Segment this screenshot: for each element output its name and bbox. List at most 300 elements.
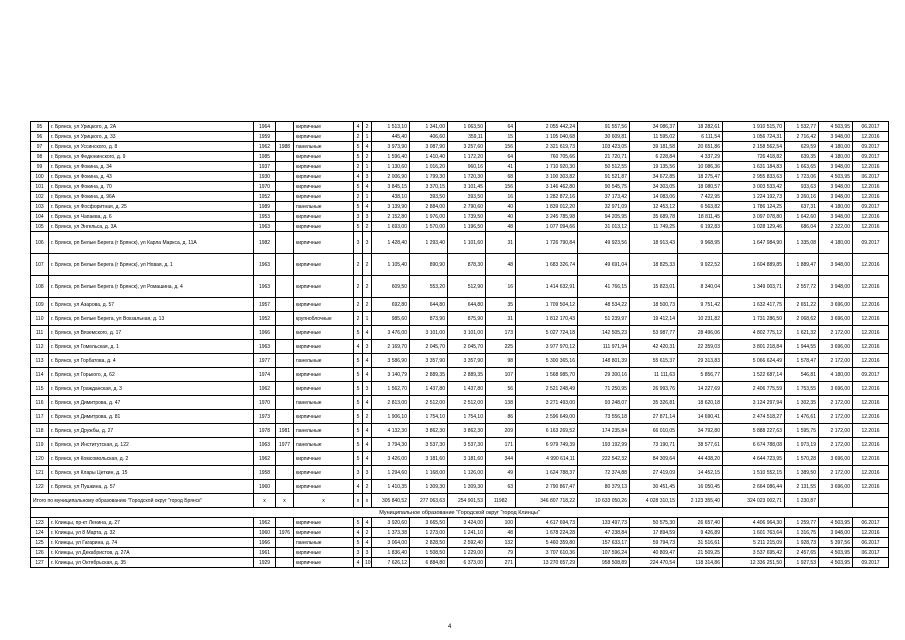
cell-max_cost: 09.2017 bbox=[853, 368, 889, 382]
cell-total_cost: 1 624 788,37 bbox=[516, 466, 578, 480]
cell-cost_a: 49 923,56 bbox=[578, 232, 630, 254]
cell-entrances: 10 bbox=[363, 558, 372, 568]
cell-address: г. Брянск, ул Урицкого, д. 2А bbox=[49, 122, 254, 132]
cell-cost_d: 5 211 215,09 bbox=[723, 538, 785, 548]
table-row bbox=[31, 212, 889, 222]
cell-living_area: 890,90 bbox=[410, 254, 448, 276]
cell-cost_b: 18 825,33 bbox=[630, 254, 678, 276]
cell-unit_cost: 3 696,00 bbox=[819, 452, 853, 466]
cell-max_cost: 12.2016 bbox=[853, 452, 889, 466]
cell-private_area: 1 196,50 bbox=[448, 222, 486, 232]
total-cost-d: 324 023 002,71 bbox=[723, 494, 785, 508]
cell-cost_e: 1 578,47 bbox=[785, 354, 819, 368]
cell-wall_material: кирпичные bbox=[294, 480, 354, 494]
cell-cost_a: 93 248,07 bbox=[578, 396, 630, 410]
cell-cost_d: 3 003 533,42 bbox=[723, 182, 785, 192]
cell-unit_cost: 3 696,00 bbox=[819, 298, 853, 312]
cell-no: 111 bbox=[31, 326, 49, 340]
cell-total_area: 2 152,80 bbox=[372, 212, 410, 222]
cell-wall_material: кирпичные bbox=[294, 452, 354, 466]
cell-cost_a: 72 374,88 bbox=[578, 466, 630, 480]
cell-cost_e: 1 642,60 bbox=[785, 212, 819, 222]
cell-entrances: 1 bbox=[363, 192, 372, 202]
cell-cost_a: 157 633,17 bbox=[578, 538, 630, 548]
cell-no: 110 bbox=[31, 312, 49, 326]
cell-wall_material: кирпичные bbox=[294, 122, 354, 132]
total-total-cost: 346 807 718,22 bbox=[516, 494, 578, 508]
cell-private_area: 875,90 bbox=[448, 312, 486, 326]
cell-cost_c: 4 337,29 bbox=[678, 152, 723, 162]
cell-total_cost: 1 568 985,70 bbox=[516, 368, 578, 382]
cell-total_area: 1 130,60 bbox=[372, 162, 410, 172]
cell-total_cost: 3 100 303,82 bbox=[516, 172, 578, 182]
cell-floors: 5 bbox=[354, 438, 363, 452]
cell-residents: 79 bbox=[486, 548, 516, 558]
cell-cost_d: 1 631 184,83 bbox=[723, 162, 785, 172]
cell-cost_c: 14 452,15 bbox=[678, 466, 723, 480]
cell-year_built: 1989 bbox=[254, 202, 276, 212]
cell-cost_b: 53 987,77 bbox=[630, 326, 678, 340]
cell-living_area: 1 976,00 bbox=[410, 212, 448, 222]
cell-private_area: 1 126,00 bbox=[448, 466, 486, 480]
cell-cost_d: 12 336 251,50 bbox=[723, 558, 785, 568]
total-living-area: 277 063,63 bbox=[410, 494, 448, 508]
cell-max_cost: 12.2016 bbox=[853, 212, 889, 222]
cell-address: г. Брянск, ул Пушкина, д. 57 bbox=[49, 480, 254, 494]
cell-total_cost: 3 707 610,36 bbox=[516, 548, 578, 558]
cell-no: 105 bbox=[31, 222, 49, 232]
table-row bbox=[31, 466, 889, 480]
cell-private_area: 512,90 bbox=[448, 276, 486, 298]
cell-residents: 98 bbox=[486, 354, 516, 368]
cell-max_cost: 12.2016 bbox=[853, 528, 889, 538]
cell-cost_a: 41 766,15 bbox=[578, 276, 630, 298]
cell-year_built: 1960 bbox=[254, 528, 276, 538]
cell-no: 124 bbox=[31, 528, 49, 538]
cell-no: 100 bbox=[31, 172, 49, 182]
cell-total_area: 1 373,38 bbox=[372, 528, 410, 538]
cell-max_cost: 09.2017 bbox=[853, 152, 889, 162]
cell-address: г. Брянск, ул Фокина, д. 96А bbox=[49, 192, 254, 202]
cell-wall_material: кирпичные bbox=[294, 548, 354, 558]
cell-unit_cost: 4 180,00 bbox=[819, 142, 853, 152]
cell-cost_e: 3 260,16 bbox=[785, 192, 819, 202]
cell-residents: 225 bbox=[486, 340, 516, 354]
cell-wall_material: кирпичные bbox=[294, 222, 354, 232]
cell-unit_cost: 2 172,00 bbox=[819, 410, 853, 424]
cell-wall_material: кирпичные bbox=[294, 298, 354, 312]
cell-year_reconstruction bbox=[276, 162, 294, 172]
cell-year_reconstruction bbox=[276, 298, 294, 312]
cell-private_area: 2 790,60 bbox=[448, 202, 486, 212]
cell-max_cost: 06.2017 bbox=[853, 122, 889, 132]
cell-max_cost: 06.2017 bbox=[853, 172, 889, 182]
table-row bbox=[31, 232, 889, 254]
cell-cost_e: 2 716,42 bbox=[785, 132, 819, 142]
cell-cost_d: 1 910 515,70 bbox=[723, 122, 785, 132]
cell-address: г. Брянск, рп Белые Берега, ул Вокзальная, д. 13 bbox=[49, 312, 254, 326]
cell-cost_b: 224 470,54 bbox=[630, 558, 678, 568]
cell-cost_b: 19 135,56 bbox=[630, 162, 678, 172]
cell-cost_c: 18 282,61 bbox=[678, 122, 723, 132]
cell-max_cost: 06.2017 bbox=[853, 538, 889, 548]
cell-cost_c: 14 690,41 bbox=[678, 410, 723, 424]
cell-cost_a: 51 239,97 bbox=[578, 312, 630, 326]
cell-total_area: 692,80 bbox=[372, 298, 410, 312]
cell-cost_d: 1 632 417,75 bbox=[723, 298, 785, 312]
cell-total_cost: 5 027 724,18 bbox=[516, 326, 578, 340]
cell-unit_cost: 3 948,00 bbox=[819, 212, 853, 222]
cell-cost_a: 103 423,05 bbox=[578, 142, 630, 152]
cell-cost_b: 73 190,71 bbox=[630, 438, 678, 452]
cell-entrances: 3 bbox=[363, 548, 372, 558]
cell-no: 115 bbox=[31, 382, 49, 396]
cell-address: г. Брянск, рп Белые Берега (г Брянск), ул Ромашина, д. 4 bbox=[49, 276, 254, 298]
cell-no: 104 bbox=[31, 212, 49, 222]
cell-cost_c: 21 509,25 bbox=[678, 548, 723, 558]
cell-residents: 132 bbox=[486, 538, 516, 548]
cell-total_area: 1 294,60 bbox=[372, 466, 410, 480]
cell-no: 107 bbox=[31, 254, 49, 276]
cell-year_built: 1966 bbox=[254, 326, 276, 340]
cell-cost_a: 29 300,16 bbox=[578, 368, 630, 382]
cell-address: г. Брянск, ул Фокина, д. 70 bbox=[49, 182, 254, 192]
cell-year_reconstruction: 1976 bbox=[276, 528, 294, 538]
cell-max_cost: 12.2016 bbox=[853, 162, 889, 172]
cell-cost_c: 18 620,18 bbox=[678, 396, 723, 410]
cell-residents: 86 bbox=[486, 410, 516, 424]
cell-cost_a: 48 534,22 bbox=[578, 298, 630, 312]
cell-cost_b: 12 453,12 bbox=[630, 202, 678, 212]
cell-entrances: 2 bbox=[363, 122, 372, 132]
cell-total_cost: 5 460 359,80 bbox=[516, 538, 578, 548]
cell-year_reconstruction bbox=[276, 410, 294, 424]
cell-cost_b: 55 615,37 bbox=[630, 354, 678, 368]
table-row bbox=[31, 142, 889, 152]
cell-cost_d: 1 028 129,46 bbox=[723, 222, 785, 232]
cell-total_cost: 2 596 649,00 bbox=[516, 410, 578, 424]
table-row bbox=[31, 254, 889, 276]
cell-year_reconstruction: 1981 bbox=[276, 424, 294, 438]
cell-max_cost: 12.2016 bbox=[853, 192, 889, 202]
total-x5: x bbox=[363, 494, 372, 508]
cell-entrances: 2 bbox=[363, 480, 372, 494]
cell-unit_cost: 5 397,56 bbox=[819, 538, 853, 548]
cell-floors: 4 bbox=[354, 172, 363, 182]
cell-cost_b: 42 420,31 bbox=[630, 340, 678, 354]
total-row bbox=[31, 494, 889, 508]
cell-cost_b: 39 181,58 bbox=[630, 142, 678, 152]
cell-entrances: 4 bbox=[363, 438, 372, 452]
cell-address: г. Брянск, ул Вяземского, д. 17 bbox=[49, 326, 254, 340]
cell-cost_b: 15 823,01 bbox=[630, 276, 678, 298]
total-x2: x bbox=[276, 494, 294, 508]
cell-wall_material: панельные bbox=[294, 202, 354, 212]
cell-private_area: 3 101,45 bbox=[448, 182, 486, 192]
cell-living_area: 1 016,20 bbox=[410, 162, 448, 172]
cell-no: 95 bbox=[31, 122, 49, 132]
cell-year_reconstruction bbox=[276, 276, 294, 298]
cell-living_area: 1 309,30 bbox=[410, 480, 448, 494]
cell-entrances: 4 bbox=[363, 368, 372, 382]
cell-residents: 107 bbox=[486, 368, 516, 382]
cell-no: 96 bbox=[31, 132, 49, 142]
cell-cost_a: 73 556,18 bbox=[578, 410, 630, 424]
total-private-area: 254 901,53 bbox=[448, 494, 486, 508]
cell-total_cost: 1 678 224,28 bbox=[516, 528, 578, 538]
cell-address: г. Клинцы, ул 8 Марта, д. 32 bbox=[49, 528, 254, 538]
cell-private_area: 3 537,30 bbox=[448, 438, 486, 452]
cell-entrances: 4 bbox=[363, 326, 372, 340]
cell-cost_a: 91 557,56 bbox=[578, 122, 630, 132]
cell-total_area: 1 410,35 bbox=[372, 480, 410, 494]
cell-year_built: 1937 bbox=[254, 162, 276, 172]
cell-wall_material: кирпичные bbox=[294, 558, 354, 568]
cell-unit_cost: 4 503,95 bbox=[819, 518, 853, 528]
cell-cost_c: 8 340,04 bbox=[678, 276, 723, 298]
cell-living_area: 644,80 bbox=[410, 298, 448, 312]
cell-residents: 16 bbox=[486, 192, 516, 202]
cell-floors: 5 bbox=[354, 202, 363, 212]
cell-residents: 40 bbox=[486, 202, 516, 212]
cell-cost_b: 34 672,85 bbox=[630, 172, 678, 182]
cell-year_built: 1963 bbox=[254, 254, 276, 276]
cell-private_area: 3 101,00 bbox=[448, 326, 486, 340]
table-row bbox=[31, 528, 889, 538]
cell-residents: 138 bbox=[486, 396, 516, 410]
cell-max_cost: 12.2016 bbox=[853, 222, 889, 232]
cell-residents: 40 bbox=[486, 212, 516, 222]
cell-cost_e: 686,04 bbox=[785, 222, 819, 232]
cell-cost_e: 1 476,61 bbox=[785, 410, 819, 424]
cell-residents: 68 bbox=[486, 172, 516, 182]
cell-total_cost: 1 414 632,91 bbox=[516, 276, 578, 298]
cell-address: г. Брянск, ул Гомельская, д. 1 bbox=[49, 340, 254, 354]
cell-floors: 5 bbox=[354, 538, 363, 548]
cell-address: г. Брянск, ул Фокина, д. 43 bbox=[49, 172, 254, 182]
cell-year_reconstruction: 1988 bbox=[276, 142, 294, 152]
cell-cost_e: 1 532,77 bbox=[785, 122, 819, 132]
cell-private_area: 1 720,30 bbox=[448, 172, 486, 182]
cell-cost_d: 726 418,82 bbox=[723, 152, 785, 162]
cell-cost_b: 40 809,47 bbox=[630, 548, 678, 558]
cell-cost_d: 3 097 078,80 bbox=[723, 212, 785, 222]
cell-total_area: 1 596,40 bbox=[372, 152, 410, 162]
cell-cost_c: 18 275,47 bbox=[678, 172, 723, 182]
table-row bbox=[31, 162, 889, 172]
cell-year_reconstruction bbox=[276, 340, 294, 354]
cell-cost_d: 2 474 518,27 bbox=[723, 410, 785, 424]
cell-cost_b: 35 326,81 bbox=[630, 396, 678, 410]
cell-living_area: 406,60 bbox=[410, 132, 448, 142]
cell-cost_b: 34 303,05 bbox=[630, 182, 678, 192]
cell-residents: 48 bbox=[486, 254, 516, 276]
cell-private_area: 1 437,80 bbox=[448, 382, 486, 396]
cell-cost_d: 1 731 286,50 bbox=[723, 312, 785, 326]
cell-total_cost: 3 146 462,80 bbox=[516, 182, 578, 192]
cell-cost_d: 1 647 984,90 bbox=[723, 232, 785, 254]
cell-residents: 31 bbox=[486, 232, 516, 254]
cell-residents: 49 bbox=[486, 466, 516, 480]
table-row bbox=[31, 480, 889, 494]
cell-max_cost: 06.2017 bbox=[853, 548, 889, 558]
cell-wall_material: крупноблочные bbox=[294, 312, 354, 326]
cell-address: г. Клинцы, пр-кт Ленина, д. 27 bbox=[49, 518, 254, 528]
cell-living_area: 3 537,30 bbox=[410, 438, 448, 452]
cell-unit_cost: 2 172,00 bbox=[819, 396, 853, 410]
cell-address: г. Брянск, ул Гражданская, д. 3 bbox=[49, 382, 254, 396]
cell-unit_cost: 4 180,00 bbox=[819, 202, 853, 212]
cell-cost_e: 546,81 bbox=[785, 368, 819, 382]
cell-cost_b: 19 412,14 bbox=[630, 312, 678, 326]
cell-unit_cost: 4 503,95 bbox=[819, 122, 853, 132]
cell-cost_e: 1 302,35 bbox=[785, 396, 819, 410]
cell-address: г. Брянск, рп Белые Берега (г Брянск), ул Новая, д. 1 bbox=[49, 254, 254, 276]
cell-cost_e: 1 889,47 bbox=[785, 254, 819, 276]
cell-no: 125 bbox=[31, 538, 49, 548]
cell-cost_b: 27 419,09 bbox=[630, 466, 678, 480]
cell-total_area: 3 064,00 bbox=[372, 538, 410, 548]
cell-unit_cost: 4 180,00 bbox=[819, 368, 853, 382]
cell-cost_e: 1 723,06 bbox=[785, 172, 819, 182]
cell-cost_b: 11 749,25 bbox=[630, 222, 678, 232]
cell-total_area: 3 973,90 bbox=[372, 142, 410, 152]
cell-private_area: 1 229,00 bbox=[448, 548, 486, 558]
cell-entrances: 2 bbox=[363, 298, 372, 312]
cell-no: 109 bbox=[31, 298, 49, 312]
cell-cost_d: 1 522 687,14 bbox=[723, 368, 785, 382]
cell-entrances: 4 bbox=[363, 538, 372, 548]
cell-unit_cost: 3 948,00 bbox=[819, 192, 853, 202]
table-row bbox=[31, 222, 889, 232]
cell-max_cost: 12.2016 bbox=[853, 132, 889, 142]
cell-cost_e: 1 316,75 bbox=[785, 528, 819, 538]
cell-year_built: 1970 bbox=[254, 396, 276, 410]
cell-cost_d: 1 510 552,15 bbox=[723, 466, 785, 480]
cell-residents: 344 bbox=[486, 452, 516, 466]
cell-total_area: 2 169,70 bbox=[372, 340, 410, 354]
cell-cost_e: 2 457,65 bbox=[785, 548, 819, 558]
cell-wall_material: кирпичные bbox=[294, 326, 354, 340]
cell-no: 99 bbox=[31, 162, 49, 172]
cell-wall_material: кирпичные bbox=[294, 410, 354, 424]
cell-no: 126 bbox=[31, 548, 49, 558]
cell-year_built: 1952 bbox=[254, 312, 276, 326]
cell-address: г. Брянск, ул Чапаева, д. 6 bbox=[49, 212, 254, 222]
cell-cost_b: 27 871,14 bbox=[630, 410, 678, 424]
cell-total_cost: 1 709 504,12 bbox=[516, 298, 578, 312]
cell-year_built: 1963 bbox=[254, 276, 276, 298]
cell-year_built: 1962 bbox=[254, 452, 276, 466]
cell-year_reconstruction bbox=[276, 326, 294, 340]
cell-cost_a: 32 971,09 bbox=[578, 202, 630, 212]
cell-wall_material: кирпичные bbox=[294, 368, 354, 382]
cell-total_area: 3 920,60 bbox=[372, 518, 410, 528]
cell-year_reconstruction bbox=[276, 212, 294, 222]
cell-cost_e: 1 928,73 bbox=[785, 538, 819, 548]
cell-living_area: 1 437,80 bbox=[410, 382, 448, 396]
cell-total_area: 1 105,40 bbox=[372, 254, 410, 276]
total-unit-cost: 1 230,87 bbox=[785, 494, 819, 508]
cell-total_area: 2 006,90 bbox=[372, 172, 410, 182]
cell-living_area: 3 370,15 bbox=[410, 182, 448, 192]
cell-cost_d: 4 406 964,30 bbox=[723, 518, 785, 528]
cell-no: 116 bbox=[31, 396, 49, 410]
cell-total_cost: 3 271 493,00 bbox=[516, 396, 578, 410]
cell-year_built: 1953 bbox=[254, 212, 276, 222]
cell-unit_cost: 3 696,00 bbox=[819, 340, 853, 354]
cell-total_area: 1 513,10 bbox=[372, 122, 410, 132]
cell-max_cost: 12.2016 bbox=[853, 396, 889, 410]
cell-cost_d: 1 786 124,25 bbox=[723, 202, 785, 212]
cell-floors: 2 bbox=[354, 132, 363, 142]
cell-cost_b: 50 575,30 bbox=[630, 518, 678, 528]
cell-address: г. Брянск, ул Комсомольская, д. 2 bbox=[49, 452, 254, 466]
cell-year_built: 1957 bbox=[254, 298, 276, 312]
cell-residents: 35 bbox=[486, 298, 516, 312]
cell-floors: 2 bbox=[354, 276, 363, 298]
total-x4: x bbox=[354, 494, 363, 508]
cell-cost_a: 49 691,04 bbox=[578, 254, 630, 276]
cell-no: 113 bbox=[31, 354, 49, 368]
cell-max_cost: 12.2016 bbox=[853, 466, 889, 480]
cell-total_cost: 3 977 970,12 bbox=[516, 340, 578, 354]
cell-entrances: 1 bbox=[363, 312, 372, 326]
cell-cost_e: 629,59 bbox=[785, 142, 819, 152]
cell-year_built: 1966 bbox=[254, 538, 276, 548]
cell-cost_b: 18 913,43 bbox=[630, 232, 678, 254]
cell-living_area: 1 168,00 bbox=[410, 466, 448, 480]
cell-private_area: 3 424,00 bbox=[448, 518, 486, 528]
table-row bbox=[31, 326, 889, 340]
cell-cost_e: 933,63 bbox=[785, 182, 819, 192]
table-row bbox=[31, 424, 889, 438]
cell-private_area: 2 889,35 bbox=[448, 368, 486, 382]
cell-living_area: 1 293,40 bbox=[410, 232, 448, 254]
cell-no: 108 bbox=[31, 276, 49, 298]
total-x6 bbox=[819, 494, 853, 508]
cell-living_area: 3 181,60 bbox=[410, 452, 448, 466]
cell-year_reconstruction bbox=[276, 232, 294, 254]
cell-cost_c: 6 563,82 bbox=[678, 202, 723, 212]
cell-cost_d: 5 888 227,63 bbox=[723, 424, 785, 438]
cell-private_area: 1 309,30 bbox=[448, 480, 486, 494]
cell-year_built: 1977 bbox=[254, 354, 276, 368]
cell-address: г. Брянск, ул Димитрова, д. 81 bbox=[49, 410, 254, 424]
cell-unit_cost: 2 172,00 bbox=[819, 326, 853, 340]
cell-residents: 100 bbox=[486, 518, 516, 528]
cell-wall_material: кирпичные bbox=[294, 192, 354, 202]
table-row bbox=[31, 132, 889, 142]
cell-wall_material: панельные bbox=[294, 142, 354, 152]
cell-living_area: 6 884,80 bbox=[410, 558, 448, 568]
cell-wall_material: кирпичные bbox=[294, 518, 354, 528]
cell-no: 101 bbox=[31, 182, 49, 192]
cell-cost_a: 31 013,12 bbox=[578, 222, 630, 232]
cell-wall_material: панельные bbox=[294, 396, 354, 410]
cell-total_cost: 1 726 790,84 bbox=[516, 232, 578, 254]
cell-living_area: 2 045,70 bbox=[410, 340, 448, 354]
cell-cost_e: 639,35 bbox=[785, 152, 819, 162]
cell-residents: 171 bbox=[486, 438, 516, 452]
cell-cost_e: 1 595,75 bbox=[785, 424, 819, 438]
cell-total_area: 3 586,90 bbox=[372, 354, 410, 368]
cell-private_area: 359,11 bbox=[448, 132, 486, 142]
cell-cost_c: 38 577,61 bbox=[678, 438, 723, 452]
cell-wall_material: кирпичные bbox=[294, 162, 354, 172]
page-number: 4 bbox=[448, 624, 452, 630]
cell-private_area: 2 592,40 bbox=[448, 538, 486, 548]
